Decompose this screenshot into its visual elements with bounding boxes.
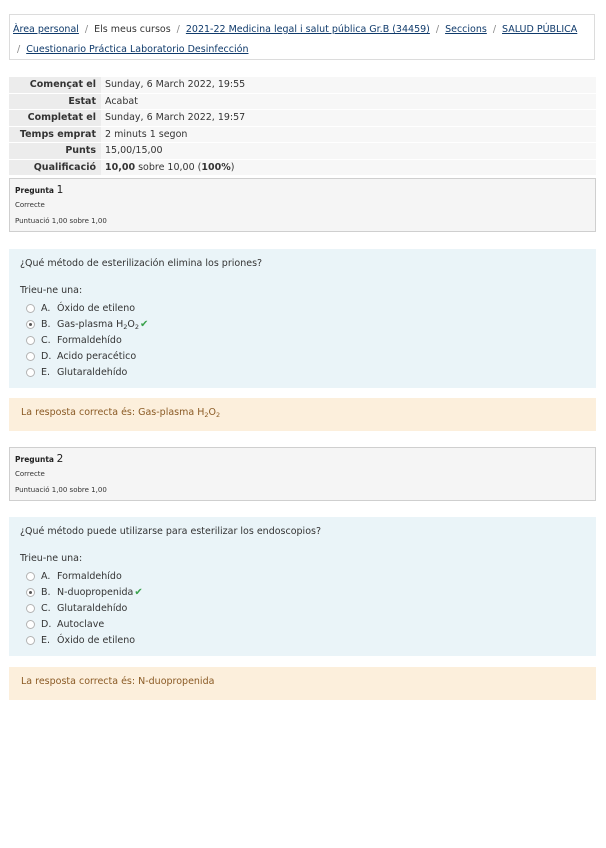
summary-value: Sunday, 6 March 2022, 19:55 (101, 77, 596, 93)
answer-letter: E. (41, 634, 51, 646)
breadcrumb-separator: / (176, 24, 180, 35)
radio-button[interactable] (26, 352, 35, 361)
summary-row-started (9, 77, 596, 93)
breadcrumb-link-personal-area[interactable]: Àrea personal (13, 24, 79, 35)
summary-label: Punts (9, 143, 101, 160)
summary-value: 15,00/15,00 (101, 143, 596, 160)
question-text: ¿Qué método puede utilizarse para esterilizar los endoscopios? (20, 526, 321, 537)
breadcrumb-separator: / (435, 24, 440, 35)
question-grade: Puntuació 1,00 sobre 1,00 (15, 217, 107, 225)
summary-row-points (9, 143, 596, 160)
grade-percent: 100% (201, 161, 231, 173)
breadcrumb-my-courses: Els meus cursos (94, 24, 171, 35)
answer-prompt: Trieu-ne una: (20, 553, 83, 564)
grade-middle: sobre 10,00 ( (135, 161, 202, 173)
answer-text: Óxido de etileno (57, 303, 136, 315)
grade-end: ) (230, 161, 235, 173)
answer-option-a[interactable] (26, 569, 143, 585)
answer-text: N-duopropenida (57, 587, 134, 599)
summary-label: Començat el (9, 77, 101, 93)
question-1-content (9, 249, 596, 388)
breadcrumb-link-salud-publica[interactable]: SALUD PÚBLICA (502, 24, 578, 35)
answer-text: Gas-plasma $H_2O_2$ (57, 319, 140, 332)
answer-letter: E. (41, 366, 51, 378)
answer-text: Glutaraldehído (57, 366, 128, 378)
answer-text: Glutaraldehído (57, 602, 128, 614)
summary-row-time-taken (9, 126, 596, 143)
question-number-value: 1 (56, 184, 64, 196)
answer-option-b[interactable] (26, 317, 148, 333)
correct-check-icon: ✔ (134, 587, 143, 599)
answer-text: Óxido de etileno (57, 634, 136, 646)
question-label: Pregunta (15, 186, 54, 195)
answer-option-e[interactable] (26, 632, 143, 648)
summary-label: Temps emprat (9, 126, 101, 143)
grade-score: 10,00 (105, 161, 136, 173)
answer-option-d[interactable] (26, 616, 143, 632)
correct-check-icon: ✔ (140, 319, 149, 331)
question-1-info (9, 178, 596, 232)
answer-letter: C. (41, 602, 51, 614)
question-grade: Puntuació 1,00 sobre 1,00 (15, 486, 107, 494)
radio-button[interactable] (26, 620, 35, 629)
attempt-summary-table (9, 77, 596, 176)
breadcrumb-link-quiz[interactable]: Cuestionario Práctica Laboratorio Desinfección (26, 44, 249, 55)
breadcrumb-separator: / (492, 24, 497, 35)
summary-row-state (9, 93, 596, 110)
answer-option-c[interactable] (26, 333, 148, 349)
radio-button[interactable] (26, 604, 35, 613)
answer-text: Acido peracético (57, 350, 137, 362)
correct-answer-feedback: La resposta correcta és: N-duopropenida (9, 667, 596, 700)
breadcrumb-separator: / (17, 44, 21, 55)
answer-option-e[interactable] (26, 364, 148, 380)
answer-letter: D. (41, 350, 52, 362)
question-number (15, 184, 63, 196)
question-2-info (9, 447, 596, 501)
breadcrumb (9, 14, 595, 60)
correct-answer-feedback: La resposta correcta és: Gas-plasma $H_2O_2$ (9, 398, 596, 431)
breadcrumb-link-sections[interactable]: Seccions (445, 24, 487, 35)
summary-value: Sunday, 6 March 2022, 19:57 (101, 110, 596, 127)
summary-label: Estat (9, 93, 101, 110)
question-number (15, 453, 63, 465)
answer-letter: C. (41, 334, 51, 346)
answer-letter: D. (41, 618, 52, 630)
summary-row-grade (9, 159, 596, 176)
question-2-content (9, 517, 596, 656)
answer-letter: B. (41, 587, 51, 599)
answer-letter: B. (41, 319, 51, 331)
breadcrumb-separator: / (84, 24, 89, 35)
radio-button[interactable] (26, 572, 35, 581)
answer-letter: A. (41, 571, 51, 583)
summary-value: Acabat (101, 93, 596, 110)
question-label: Pregunta (15, 455, 54, 464)
summary-row-completed (9, 110, 596, 127)
question-number-value: 2 (56, 453, 64, 465)
summary-label: Qualificació (9, 159, 101, 176)
radio-button[interactable] (26, 336, 35, 345)
summary-grade-value (101, 159, 596, 176)
answer-text: Formaldehído (57, 334, 122, 346)
radio-button[interactable] (26, 636, 35, 645)
radio-button-selected[interactable] (26, 588, 35, 597)
answer-option-a[interactable] (26, 301, 148, 317)
answer-text: Formaldehído (57, 571, 122, 583)
radio-button[interactable] (26, 368, 35, 377)
radio-button-selected[interactable] (26, 320, 35, 329)
answer-letter: A. (41, 303, 51, 315)
question-state: Correcte (15, 201, 45, 209)
answer-prompt: Trieu-ne una: (20, 285, 83, 296)
answer-list (26, 301, 148, 380)
question-state: Correcte (15, 470, 45, 478)
summary-value: 2 minuts 1 segon (101, 126, 596, 143)
breadcrumb-link-course[interactable]: 2021-22 Medicina legal i salut pública Gr.B (34459) (185, 24, 430, 35)
summary-label: Completat el (9, 110, 101, 127)
question-text: ¿Qué método de esterilización elimina los priones? (20, 258, 263, 269)
answer-text: Autoclave (57, 618, 105, 630)
radio-button[interactable] (26, 304, 35, 313)
answer-list (26, 569, 143, 648)
answer-option-d[interactable] (26, 348, 148, 364)
answer-option-b[interactable] (26, 585, 143, 601)
answer-option-c[interactable] (26, 601, 143, 617)
